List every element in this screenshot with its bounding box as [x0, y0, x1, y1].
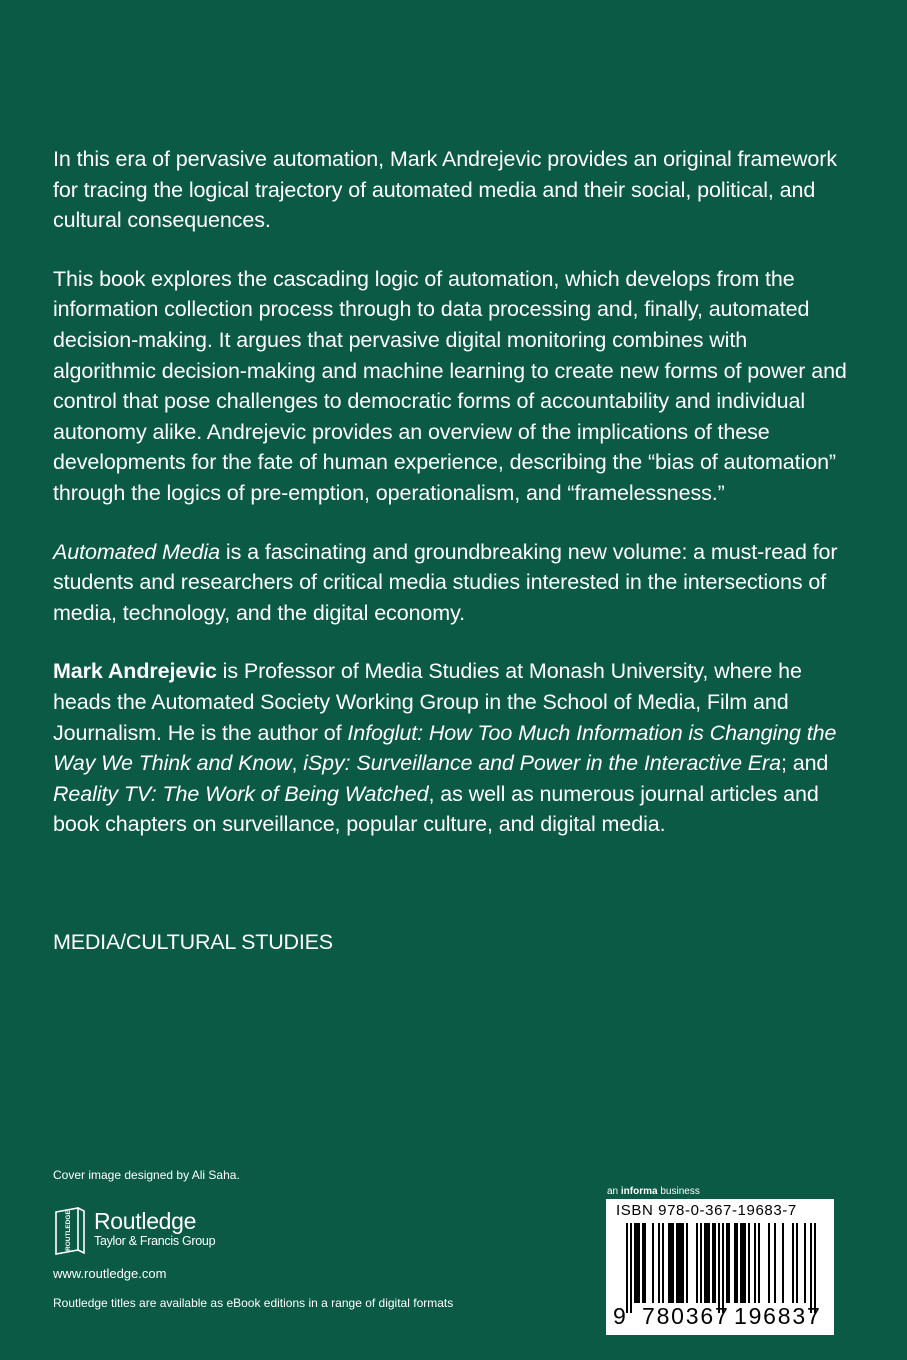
- barcode-bar: [678, 1223, 680, 1303]
- barcode-bar: [810, 1223, 812, 1313]
- bio-book-1: Infoglut: How Too Much Information is Changing the Way We Think and Know: [53, 720, 837, 776]
- barcode-bar: [740, 1223, 742, 1303]
- author-bio: Mark Andrejevic is Professor of Media Studies at Monash University, where he heads the Automated Society Working Group in the School of Media, Film and Journalism. He is the author of Infoglut: How Too Much Information is Changing the Way We Think and Know, iSpy: Surveillance and Power in the Interactive Era; and Reality TV: The Work of Being Watched, as well as numerous journal articles and book chapters on surveillance, popular culture, and digital media.: [53, 659, 837, 837]
- publisher-group: Taylor & Francis Group: [94, 1234, 216, 1248]
- blurb-paragraph-3: Automated Media is a fascinating and groundbreaking new volume: a must-read for students and researchers of critical media studies interested in the intersections of media, technology, and the digital economy.: [53, 539, 838, 625]
- back-cover-blurb: [53, 144, 853, 868]
- barcode-bar: [782, 1223, 784, 1303]
- barcode-bar: [634, 1223, 636, 1303]
- barcode-bar: [742, 1223, 744, 1303]
- barcode-digit-group-1: 9: [613, 1303, 626, 1329]
- barcode-bar: [638, 1223, 640, 1303]
- isbn-barcode: [606, 1199, 834, 1335]
- publisher-url[interactable]: www.routledge.com: [53, 1266, 167, 1281]
- author-name: Mark Andrejevic: [53, 659, 217, 684]
- barcode-bar: [722, 1223, 724, 1313]
- informa-tagline: an informa business: [607, 1186, 700, 1197]
- barcode-bar: [792, 1223, 794, 1303]
- barcode-bar: [734, 1223, 736, 1303]
- barcode-bar: [736, 1223, 738, 1303]
- barcode-bar: [728, 1223, 730, 1303]
- bio-book-2: iSpy: Surveillance and Power in the Interactive Era: [303, 751, 781, 776]
- bio-book-3: Reality TV: The Work of Being Watched: [53, 781, 429, 806]
- informa-brand: informa: [620, 1186, 658, 1197]
- barcode-bar: [630, 1223, 632, 1313]
- barcode-bar: [774, 1223, 776, 1303]
- barcode-bar: [636, 1223, 638, 1303]
- isbn-label: ISBN 978-0-367-19683-7: [616, 1202, 797, 1219]
- barcode-bar: [644, 1223, 646, 1303]
- barcode-bar: [714, 1223, 716, 1303]
- barcode-bar: [804, 1223, 806, 1303]
- barcode-bar: [662, 1223, 664, 1303]
- barcode-bar: [706, 1223, 708, 1303]
- barcode-bar: [642, 1223, 644, 1303]
- blurb-paragraph-2: This book explores the cascading logic of automation, which develops from the information collection process through to data processing and, finally, automated decision-making. It argues that pervasive digital monitoring combines with algorithmic decision-making and machine learning to create new forms of power and control that pose challenges to democratic forms of accountability and individual autonomy alike. Andrejevic provides an overview of the implications of these developments for the fate of human experience, describing the “bias of automation” through the logics of pre-emption, operationalism, and “framelessness.”: [53, 266, 847, 505]
- barcode-bar: [696, 1223, 698, 1303]
- barcode-bar: [748, 1223, 750, 1303]
- barcode-digits: [606, 1303, 834, 1333]
- barcode-bar: [814, 1223, 816, 1313]
- barcode-bar: [680, 1223, 682, 1303]
- ebook-note: Routledge titles are available as eBook editions in a range of digital formats: [53, 1296, 454, 1310]
- routledge-book-icon: [52, 1206, 88, 1256]
- barcode-bar: [676, 1223, 678, 1303]
- subject-category: MEDIA/CULTURAL STUDIES: [53, 930, 333, 954]
- barcode-bar: [754, 1223, 756, 1303]
- barcode-bar: [672, 1223, 674, 1303]
- barcode-bar: [708, 1223, 710, 1303]
- publisher-name: Routledge: [94, 1208, 197, 1234]
- barcode-bar: [670, 1223, 672, 1303]
- barcode-bar: [652, 1223, 654, 1303]
- barcode-bar: [686, 1223, 688, 1303]
- blurb-paragraph-1: In this era of pervasive automation, Mark Andrejevic provides an original framework for tracing the logical trajectory of automated media and their social, political, and cultural consequences.: [53, 147, 837, 233]
- barcode-bar: [796, 1223, 798, 1303]
- barcode-bar: [744, 1223, 746, 1303]
- cover-credit: Cover image designed by Ali Saha.: [53, 1168, 240, 1182]
- barcode-bar: [682, 1223, 684, 1303]
- barcode-bar: [718, 1223, 720, 1313]
- barcode-bar: [758, 1223, 760, 1303]
- barcode-bar: [712, 1223, 714, 1303]
- routledge-logo: [52, 1206, 292, 1258]
- logo-spine-text: ROUTLEDGE: [65, 1210, 72, 1251]
- barcode-bar: [668, 1223, 670, 1303]
- barcode-bar: [726, 1223, 728, 1303]
- barcode-bar: [700, 1223, 702, 1303]
- barcode-bar: [768, 1223, 770, 1303]
- barcode-digit-group-3: 196837: [734, 1303, 822, 1329]
- barcode-bar: [704, 1223, 706, 1303]
- barcode-digit-group-2: 780367: [642, 1303, 730, 1329]
- barcode-bar: [626, 1223, 628, 1313]
- book-title: Automated Media: [53, 539, 221, 564]
- barcode-bar: [658, 1223, 660, 1303]
